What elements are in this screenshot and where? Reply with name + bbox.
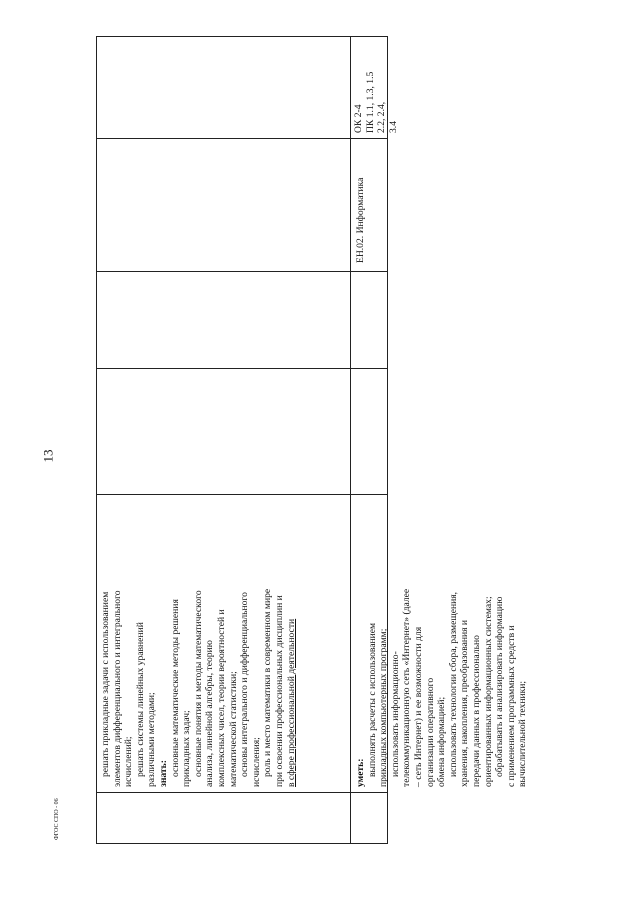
text-line: решать прикладные задачи с использованием (100, 591, 111, 777)
text-line: организации оперативного (424, 677, 436, 787)
page-number: 13 (40, 449, 56, 463)
text-line: математической статистики; (227, 671, 239, 787)
text-line: прикладных компьютерных программ; (378, 628, 390, 787)
text-line: использовать информационно- (389, 651, 401, 777)
competency-codes (353, 41, 399, 133)
text-line: обмена информацией; (436, 696, 448, 787)
text-line: обрабатывать и анализировать информацию (494, 596, 506, 777)
competency-table (96, 36, 529, 844)
footer-standard-code: ФГОС СПО - 06 (54, 798, 60, 840)
text-line: основы интегрального и дифференциального (239, 592, 251, 777)
text-line: при освоении профессиональных дисциплин и (273, 595, 285, 787)
text-line: знать: (157, 760, 169, 787)
discipline-name (355, 143, 367, 263)
text-line: элементов дифференциального и интегрального (111, 590, 123, 787)
text-line: использовать технологии сбора, размещения, (447, 591, 459, 777)
skills-knowledge-upper (100, 502, 297, 787)
text-line: хранения, накопления, преобразования и (459, 619, 471, 787)
row-divider (97, 271, 387, 272)
text-line: исчисления; (250, 737, 262, 787)
text-line: – сеть Интернет) и ее возможности для (412, 626, 424, 787)
text-line: исчислений; (123, 736, 135, 787)
competency-line: ПК 1.1, 1.3, 1.5 (364, 71, 376, 133)
text-line: передачи данных в профессионально (470, 635, 482, 787)
competency-line: 2.2, 2.4, (376, 101, 388, 133)
row-divider (97, 494, 387, 495)
text-line: выполнять расчеты с использованием (366, 622, 378, 777)
row-divider (97, 368, 387, 369)
text-line: различными методами; (146, 692, 158, 787)
text-line: телекоммуникационную сеть «Интернет» (далее (401, 588, 413, 787)
text-line: анализа, линейной алгебры, теорию (204, 640, 216, 787)
text-line: вычислительной техники; (517, 680, 529, 787)
row-divider (97, 138, 387, 139)
column-divider (350, 37, 351, 843)
competency-line: 3.4 (387, 121, 399, 133)
text-line: основные математические методы решения (169, 599, 181, 777)
text-line: основные понятия и методы математического (192, 590, 204, 777)
skills-knowledge-lower (355, 502, 529, 787)
text-line: роль и место математики в современном мире (262, 588, 274, 777)
text-line: комплексных чисел, теории вероятностей и (215, 609, 227, 787)
discipline-code-name: ЕН.02. Информатика (355, 177, 366, 263)
text-line: с применением программных средств и (505, 625, 517, 787)
row-divider (97, 792, 387, 793)
text-line: уметь: (355, 758, 366, 787)
text-line: в сфере профессиональной деятельности (285, 618, 297, 787)
text-line: решать системы линейных уравнений (134, 622, 146, 777)
competency-line: ОК 2-4 (353, 104, 364, 133)
text-line: прикладных задач; (181, 710, 193, 787)
text-line: ориентированных информационных системах; (482, 596, 494, 787)
